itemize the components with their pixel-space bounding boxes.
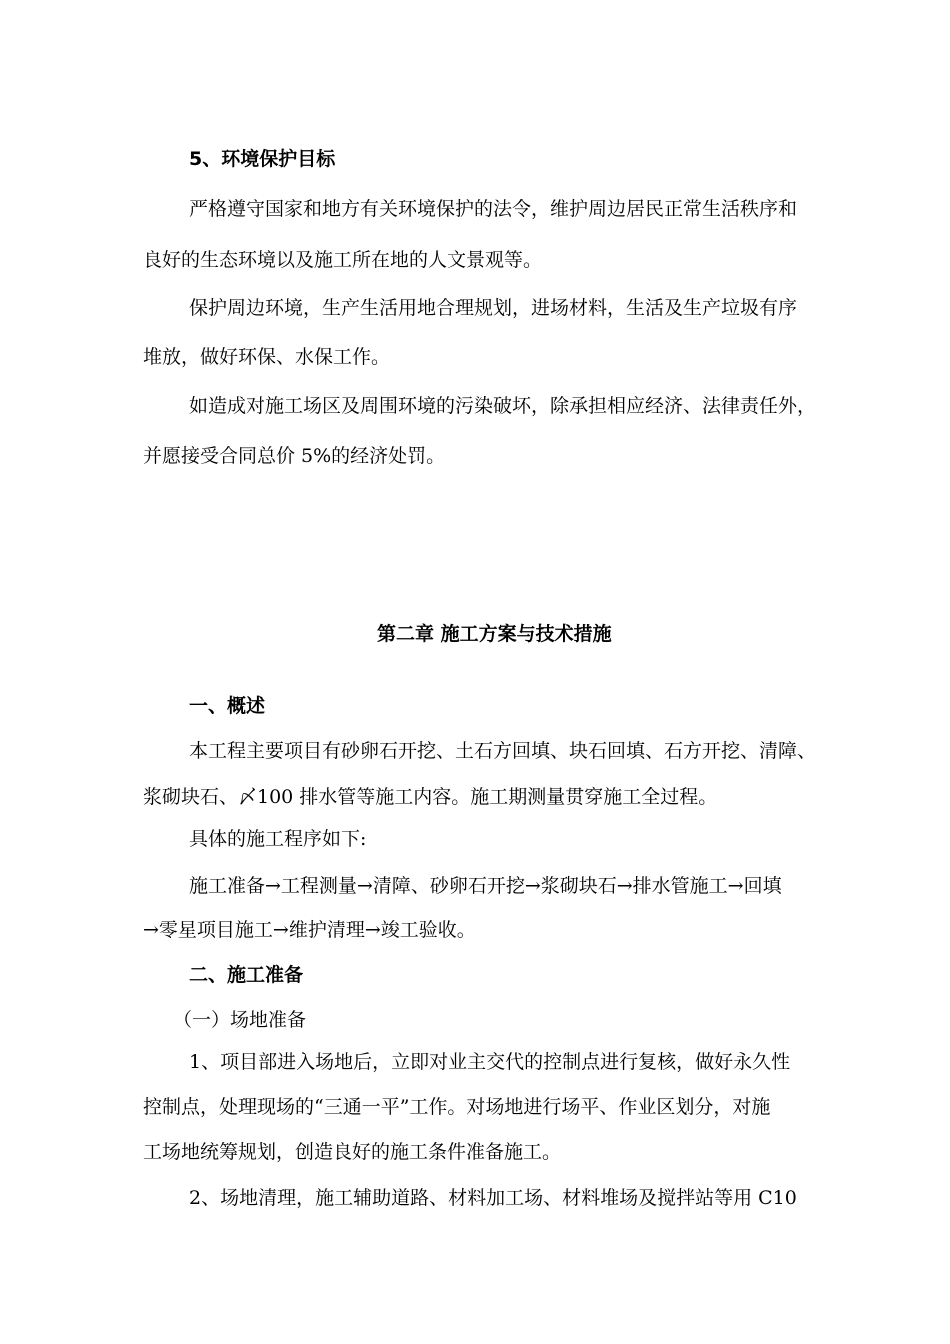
paragraph-line: 控制点，处理现场的“三通一平”工作。对场地进行场平、作业区划分，对施 — [143, 1096, 771, 1118]
chapter-title: 第二章 施工方案与技术措施 — [377, 623, 612, 645]
subsection-heading-site: （一）场地准备 — [173, 1009, 307, 1031]
paragraph-line: →零星项目施工→维护清理→竣工验收。 — [143, 919, 476, 941]
paragraph-line: 施工准备→工程测量→清障、砂卵石开挖→浆砌块石→排水管施工→回填 — [189, 875, 782, 897]
paragraph-line: 如造成对施工场区及周围环境的污染破坏，除承担相应经济、法律责任外， — [189, 395, 817, 417]
paragraph-line: 具体的施工程序如下: — [189, 828, 367, 850]
paragraph-line: 严格遵守国家和地方有关环境保护的法令，维护周边居民正常生活秩序和 — [189, 198, 798, 220]
section-heading-overview: 一、概述 — [189, 695, 266, 717]
section-heading-preparation: 二、施工准备 — [189, 964, 304, 986]
paragraph-line: 堆放，做好环保、水保工作。 — [143, 346, 391, 368]
paragraph-line: 2、场地清理，施工辅助道路、材料加工场、材料堆场及搅拌站等用 C10 — [189, 1187, 797, 1209]
paragraph-line: 保护周边环境，生产生活用地合理规划，进场材料，生活及生产垃圾有序 — [189, 297, 798, 319]
paragraph-line: 1、项目部进入场地后，立即对业主交代的控制点进行复核，做好永久性 — [189, 1051, 791, 1073]
paragraph-line: 浆砌块石、〆100 排水管等施工内容。施工期测量贯穿施工全过程。 — [143, 786, 718, 808]
paragraph-line: 本工程主要项目有砂卵石开挖、土石方回填、块石回填、石方开挖、清障、 — [189, 740, 817, 762]
paragraph-line: 良好的生态环境以及施工所在地的人文景观等。 — [143, 249, 543, 271]
paragraph-line: 并愿接受合同总价 5%的经济处罚。 — [143, 445, 446, 467]
paragraph-line: 工场地统筹规划，创造良好的施工条件准备施工。 — [143, 1141, 562, 1163]
section-heading-environment: 5、环境保护目标 — [189, 148, 336, 170]
